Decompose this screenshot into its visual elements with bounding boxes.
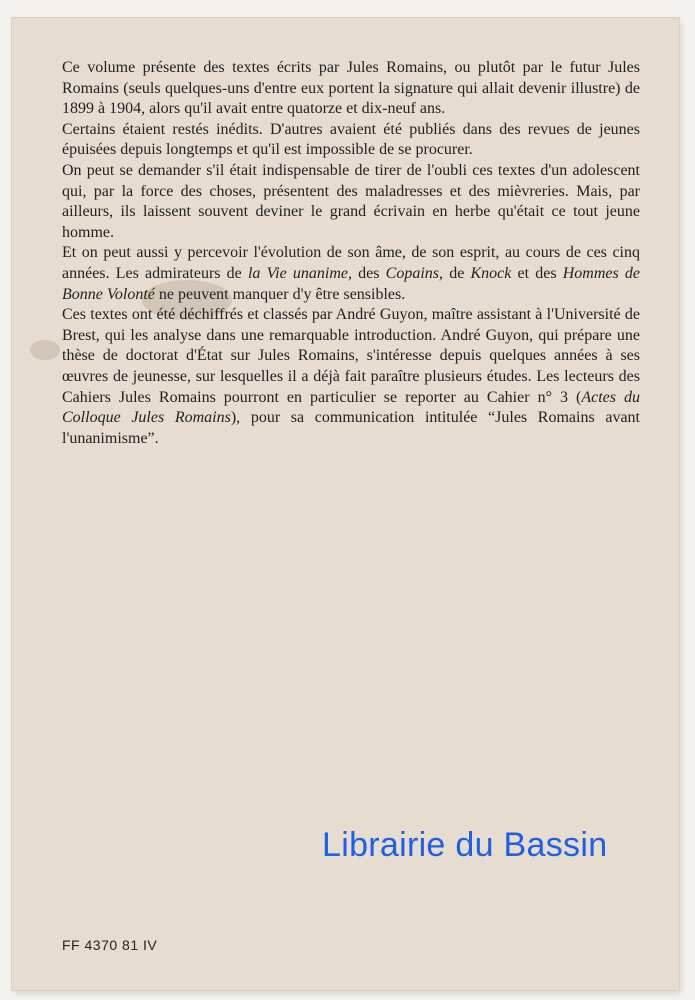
- blurb-text: [62, 58, 640, 449]
- paragraph-1: Ce volume présente des textes écrits par Jules Romains, ou plutôt par le futur Jules Romains (seuls quelques-uns d'entre eux portent la signature qui allait devenir illustre) de 1899 à 1904, alors qu'il avait entre quatorze et dix-neuf ans.: [62, 59, 640, 118]
- paragraph-4: Et on peut aussi y percevoir l'évolution de son âme, de son esprit, au cours de ces cinq années. Les admirateurs de la Vie unanime, des Copains, de Knock et des Hommes de Bonne Volonté ne peuvent manquer d'y être sensibles.: [62, 244, 641, 303]
- bookseller-watermark: Librairie du Bassin: [322, 826, 608, 864]
- paragraph-3: On peut se demander s'il était indispensable de tirer de l'oubli ces textes d'un adolescent qui, par la force des choses, présentent des maladresses et des mièvreries. Mais, par ailleurs, ils laissent souvent deviner le grand écrivain en herbe qu'était ce tout jeune homme.: [62, 161, 640, 241]
- catalog-code: FF 4370 81 IV: [62, 937, 158, 953]
- stain: [30, 340, 60, 360]
- paragraph-5: Ces textes ont été déchiffrés et classés par André Guyon, maître assistant à l'Université de Brest, qui les analyse dans une remarquable introduction. André Guyon, qui prépare une thèse de doctorat d'État sur Jules Romains, s'intéresse depuis quelques années à ses œuvres de jeunesse, sur lesquelles il a déjà fait paraître plusieurs études. Les lecteurs des Cahiers Jules Romains pourront en particulier se reporter au Cahier n° 3 (Actes du Colloque Jules Romains), pour sa communication intitulée “Jules Romains avant l'unanimisme”.: [62, 306, 640, 447]
- paragraph-2: Certains étaient restés inédits. D'autres avaient été publiés dans des revues de jeunes épuisées depuis longtemps et qu'il est impossible de se procurer.: [62, 120, 640, 159]
